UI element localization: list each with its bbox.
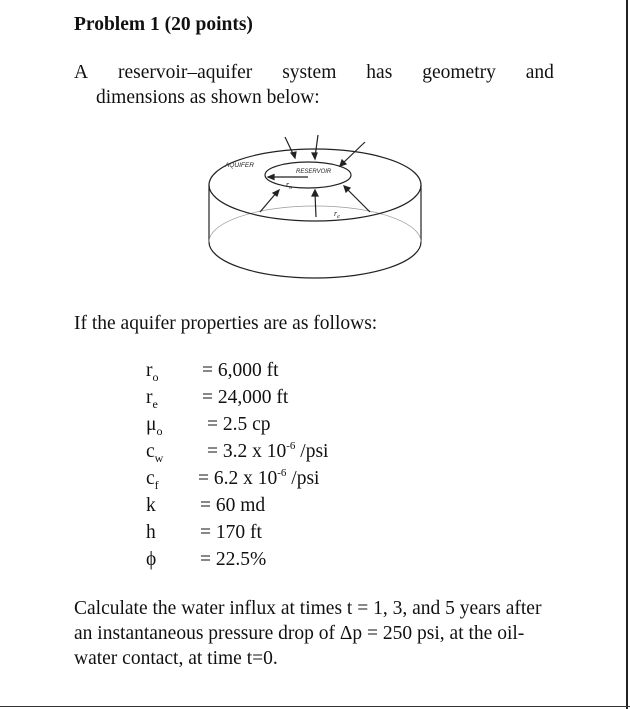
value-unit: /psi	[286, 468, 320, 489]
reservoir-inner-ellipse	[265, 162, 351, 188]
problem-title: Problem 1 (20 points)	[74, 14, 253, 35]
value-text: = 6,000 ft	[202, 360, 279, 381]
inflow-arrow-head	[312, 153, 317, 159]
property-value	[207, 441, 328, 463]
re-label-sub: e	[337, 214, 340, 220]
inflow-arrow	[346, 188, 370, 212]
property-value	[202, 387, 288, 409]
inflow-arrow-head	[291, 152, 296, 158]
value-text: = 60 md	[200, 495, 266, 516]
symbol-base: h	[146, 522, 156, 543]
property-symbol	[146, 360, 159, 382]
property-value	[198, 468, 319, 490]
symbol-base: c	[146, 468, 155, 489]
symbol-base: k	[146, 495, 156, 516]
property-symbol	[146, 414, 162, 436]
symbol-base: r	[146, 360, 153, 381]
property-value	[200, 522, 262, 544]
reservoir-label: RESERVOIR	[296, 169, 332, 175]
value-exponent: -6	[277, 467, 287, 479]
property-symbol	[146, 549, 156, 571]
value-exponent: -6	[286, 440, 296, 452]
symbol-base: μ	[146, 414, 157, 435]
intro-line-1	[74, 60, 554, 85]
symbol-base: ϕ	[146, 549, 157, 570]
re-label-base: r	[334, 209, 338, 218]
property-value	[200, 495, 265, 517]
intro-word: geometry	[422, 62, 496, 83]
property-symbol	[146, 387, 158, 409]
ro-arrow-head	[268, 175, 274, 180]
intro-word: and	[525, 62, 554, 83]
value-text: = 6.2 x 10	[198, 468, 278, 489]
intro-word: system	[282, 62, 337, 83]
ro-label	[286, 180, 292, 191]
intro-line-2: dimensions as shown below:	[96, 87, 320, 108]
reservoir-aquifer-diagram	[200, 127, 430, 317]
symbol-subscript: e	[152, 397, 158, 411]
intro-word: reservoir–aquifer	[118, 62, 253, 83]
property-value	[202, 360, 279, 382]
aquifer-cylinder-bottom	[209, 242, 421, 278]
page-edge-right	[626, 0, 628, 709]
question-paragraph: Calculate the water influx at times t = 1, 3, and 5 years after an instantaneous pressure drop of Δp = 250 psi, at the oil-water contact, at time t=0.	[74, 598, 542, 669]
property-symbol	[146, 441, 163, 463]
inflow-arrow	[260, 192, 277, 212]
ro-label-sub: o	[289, 185, 293, 191]
intro-paragraph	[74, 60, 554, 110]
aquifer-cylinder-bottom-hidden	[209, 206, 421, 242]
symbol-subscript: f	[154, 478, 159, 492]
property-symbol	[146, 468, 159, 490]
intro-word: has	[366, 62, 393, 83]
re-label	[334, 209, 340, 220]
property-symbol	[146, 522, 156, 544]
aquifer-label: AQUIFER	[225, 162, 254, 169]
value-unit: /psi	[295, 441, 329, 462]
inflow-arrow-head	[312, 190, 318, 196]
value-text: = 3.2 x 10	[207, 441, 287, 462]
intro-word: A	[74, 62, 89, 83]
value-text: = 22.5%	[200, 549, 267, 570]
property-value	[200, 549, 266, 571]
value-text: = 24,000 ft	[202, 387, 289, 408]
symbol-subscript: o	[152, 370, 159, 384]
symbol-subscript: o	[156, 424, 163, 438]
page-edge-bottom	[0, 706, 630, 707]
properties-heading: If the aquifer properties are as follows:	[74, 313, 378, 334]
value-text: = 170 ft	[200, 522, 262, 543]
symbol-base: r	[146, 387, 153, 408]
symbol-base: c	[146, 441, 155, 462]
property-value	[207, 414, 271, 436]
ro-label-base: r	[286, 180, 290, 189]
inflow-arrow	[315, 193, 316, 217]
property-symbol	[146, 495, 156, 517]
symbol-subscript: w	[154, 451, 164, 465]
value-text: = 2.5 cp	[207, 414, 271, 435]
